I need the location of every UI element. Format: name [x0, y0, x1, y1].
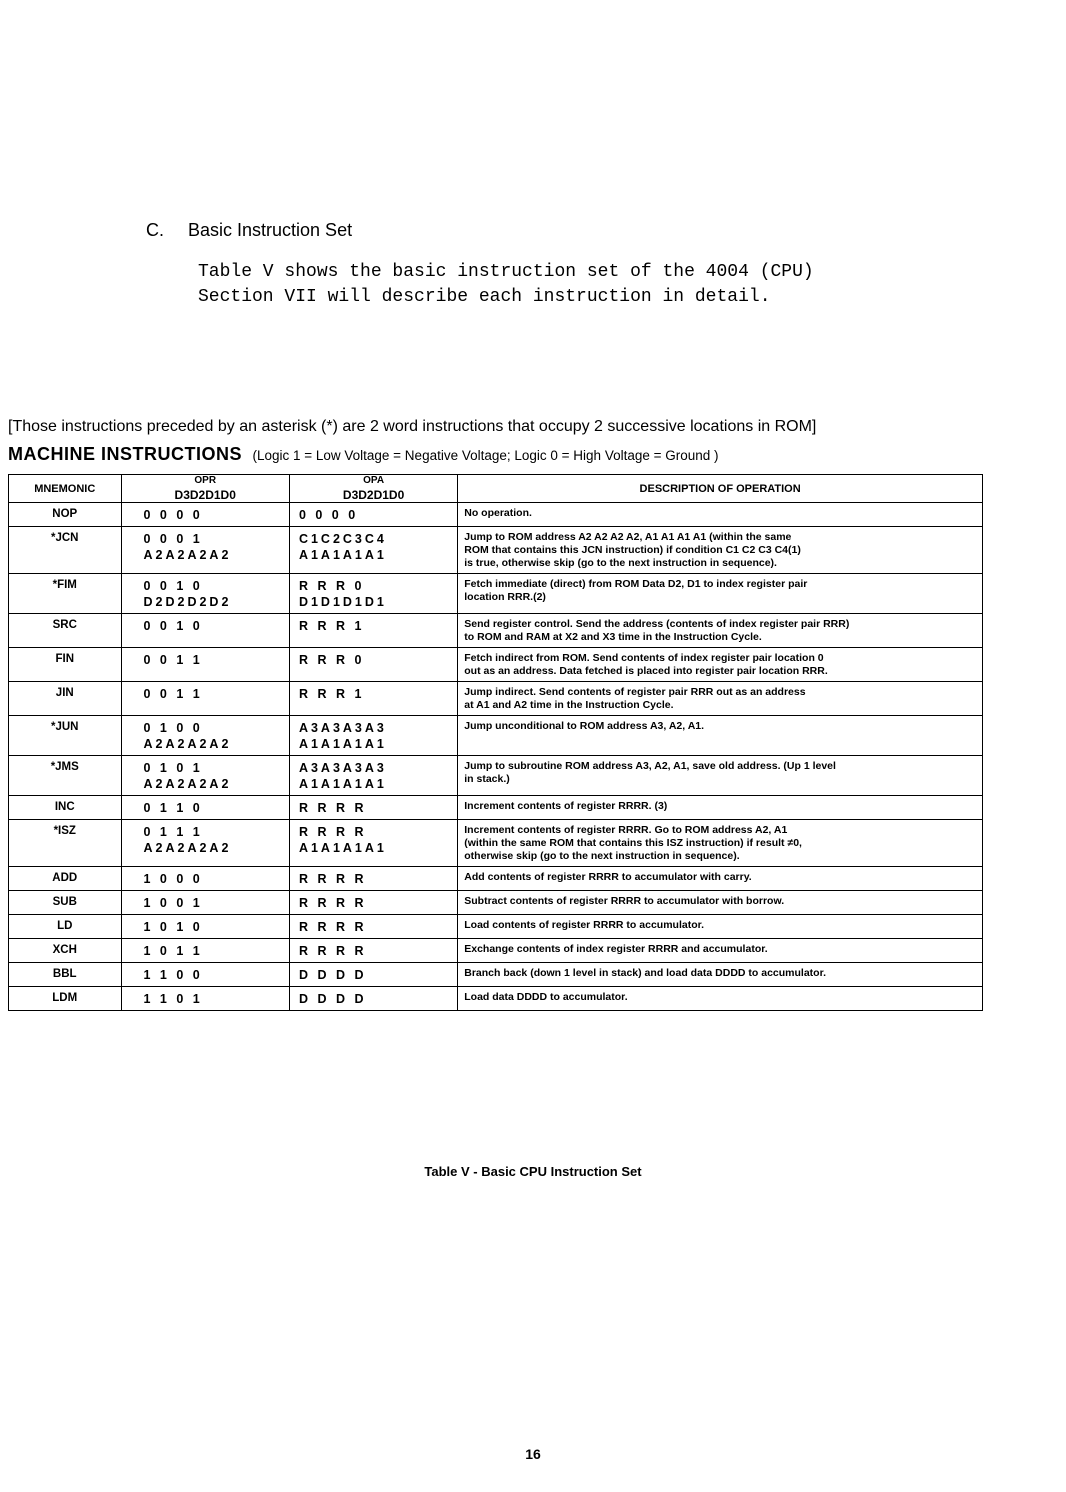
table-row — [9, 716, 983, 756]
opr-cell-line: D2D2D2D2 — [143, 595, 232, 609]
opa-cell-line: R R R R — [298, 896, 367, 910]
opr-cell-line: 1 0 1 0 — [143, 920, 203, 934]
opr-cell-line: 0 1 1 1 — [143, 825, 203, 839]
description-cell-line: Fetch immediate (direct) from ROM Data D2, D1 to index register pair — [464, 578, 808, 590]
opr-cell-line: 1 0 0 1 — [143, 896, 203, 910]
table-row — [9, 987, 983, 1011]
opa-cell-line: R R R 0 — [298, 653, 365, 667]
opr-cell-line: 1 0 1 1 — [143, 944, 203, 958]
machine-instructions-title: MACHINE INSTRUCTIONS — [8, 444, 242, 464]
opa-cell — [289, 796, 457, 820]
mnemonic-cell: XCH — [9, 939, 122, 963]
opr-cell-line: A2A2A2A2 — [143, 548, 232, 562]
section-title: Basic Instruction Set — [188, 220, 353, 240]
header-description: DESCRIPTION OF OPERATION — [458, 475, 983, 503]
description-cell — [458, 987, 983, 1011]
opr-cell-line: A2A2A2A2 — [143, 841, 232, 855]
description-cell-line: Jump to subroutine ROM address A3, A2, A1, save old address. (Up 1 level — [464, 760, 836, 772]
machine-instructions-heading — [8, 444, 719, 465]
mnemonic-cell: LD — [9, 915, 122, 939]
mnemonic-cell: *JMS — [9, 756, 122, 796]
header-mnemonic: MNEMONIC — [9, 475, 122, 503]
mnemonic-cell: *FIM — [9, 574, 122, 614]
opr-cell-line: 1 1 0 1 — [143, 992, 203, 1006]
opa-cell-line: A1A1A1A1 — [298, 841, 387, 855]
table-row — [9, 682, 983, 716]
opa-cell-line: R R R 0 — [298, 579, 365, 593]
header-opr-bits: D3D2D1D0 — [174, 488, 236, 502]
opa-cell-line: R R R R — [298, 801, 367, 815]
header-opa — [289, 475, 457, 503]
opr-cell-line: 0 0 0 1 — [143, 532, 203, 546]
opr-cell-line: A2A2A2A2 — [143, 777, 232, 791]
table-row — [9, 915, 983, 939]
table-row — [9, 963, 983, 987]
description-cell-line: Load data DDDD to accumulator. — [464, 991, 628, 1003]
opr-cell — [121, 987, 289, 1011]
asterisk-note: [Those instructions preceded by an asterisk (*) are 2 word instructions that occupy 2 successive locations in ROM] — [8, 418, 817, 435]
mnemonic-cell: SUB — [9, 891, 122, 915]
section-letter: C. — [146, 220, 164, 240]
mnemonic-cell: NOP — [9, 503, 122, 527]
description-cell-line: (within the same ROM that contains this ISZ instruction) if result ≠0, — [464, 837, 802, 849]
opr-cell — [121, 963, 289, 987]
table-caption: Table V - Basic CPU Instruction Set — [424, 1164, 642, 1179]
table-row — [9, 756, 983, 796]
opa-cell-line: A1A1A1A1 — [298, 777, 387, 791]
opa-cell-line: D D D D — [298, 992, 367, 1006]
table-row — [9, 527, 983, 574]
description-cell-line: location RRR.(2) — [464, 591, 546, 603]
opa-cell-line: 0 0 0 0 — [298, 508, 359, 522]
opr-cell — [121, 796, 289, 820]
header-opa-bits: D3D2D1D0 — [342, 488, 405, 502]
opr-cell-line: 0 1 0 0 — [143, 721, 203, 735]
mnemonic-cell: *JUN — [9, 716, 122, 756]
opr-cell — [121, 574, 289, 614]
table-body — [9, 503, 983, 1011]
description-cell — [458, 716, 983, 756]
description-cell-line: Subtract contents of register RRRR to accumulator with borrow. — [464, 895, 785, 907]
description-cell-line: at A1 and A2 time in the Instruction Cycle. — [464, 699, 674, 711]
opa-cell — [289, 820, 457, 867]
description-cell — [458, 963, 983, 987]
table-row — [9, 574, 983, 614]
table-row — [9, 939, 983, 963]
description-cell-line: Increment contents of register RRRR. (3) — [464, 800, 668, 812]
intro-line: Section VII will describe each instruction in detail. — [198, 287, 771, 307]
description-cell — [458, 503, 983, 527]
section-heading — [146, 220, 352, 241]
description-cell-line: to ROM and RAM at X2 and X3 time in the Instruction Cycle. — [464, 631, 762, 643]
opr-cell-line: 1 0 0 0 — [143, 872, 203, 886]
header-opr — [121, 475, 289, 503]
page-number: 16 — [525, 1446, 541, 1462]
table-header-row — [9, 475, 983, 503]
opa-cell — [289, 648, 457, 682]
opa-cell-line: A3A3A3A3 — [298, 721, 387, 735]
opr-cell — [121, 648, 289, 682]
opa-cell-line: R R R R — [298, 944, 367, 958]
mnemonic-cell: ADD — [9, 867, 122, 891]
opr-cell — [121, 756, 289, 796]
opr-cell — [121, 891, 289, 915]
opr-cell — [121, 682, 289, 716]
opr-cell — [121, 716, 289, 756]
mnemonic-cell: FIN — [9, 648, 122, 682]
table-row — [9, 820, 983, 867]
mnemonic-cell: BBL — [9, 963, 122, 987]
description-cell — [458, 891, 983, 915]
description-cell-line: Branch back (down 1 level in stack) and load data DDDD to accumulator. — [464, 967, 827, 979]
description-cell-line: Increment contents of register RRRR. Go to ROM address A2, A1 — [464, 824, 788, 836]
opa-cell — [289, 915, 457, 939]
opa-cell-line: R R R 1 — [298, 687, 365, 701]
opa-cell-line: A3A3A3A3 — [298, 761, 387, 775]
opa-cell — [289, 503, 457, 527]
opa-cell-line: C1C2C3C4 — [298, 532, 387, 546]
opa-cell-line: R R R R — [298, 872, 367, 886]
opr-cell-line: 0 0 1 1 — [143, 687, 203, 701]
opa-cell — [289, 891, 457, 915]
description-cell — [458, 796, 983, 820]
logic-note: (Logic 1 = Low Voltage = Negative Voltage; Logic 0 = High Voltage = Ground ) — [252, 448, 719, 463]
header-opr-label: OPR — [194, 475, 217, 486]
opa-cell-line: D D D D — [298, 968, 367, 982]
description-cell-line: otherwise skip (go to the next instruction in sequence). — [464, 850, 740, 862]
opr-cell — [121, 939, 289, 963]
opa-cell — [289, 574, 457, 614]
opa-cell-line: R R R R — [298, 825, 367, 839]
description-cell-line: Send register control. Send the address (contents of index register pair RRR) — [464, 618, 850, 630]
opr-cell-line: 0 0 1 1 — [143, 653, 203, 667]
opr-cell — [121, 915, 289, 939]
description-cell — [458, 820, 983, 867]
opa-cell — [289, 682, 457, 716]
description-cell — [458, 756, 983, 796]
opa-cell — [289, 867, 457, 891]
mnemonic-cell: LDM — [9, 987, 122, 1011]
table-row — [9, 503, 983, 527]
description-cell-line: in stack.) — [464, 773, 510, 785]
opr-cell-line: 0 0 1 0 — [143, 579, 203, 593]
opa-cell — [289, 939, 457, 963]
table-row — [9, 867, 983, 891]
opr-cell-line: 0 0 1 0 — [143, 619, 203, 633]
mnemonic-cell: *ISZ — [9, 820, 122, 867]
opr-cell-line: 1 1 0 0 — [143, 968, 203, 982]
description-cell — [458, 867, 983, 891]
table-row — [9, 648, 983, 682]
opr-cell — [121, 503, 289, 527]
opa-cell — [289, 527, 457, 574]
description-cell — [458, 648, 983, 682]
table-row — [9, 796, 983, 820]
opa-cell — [289, 716, 457, 756]
opa-cell — [289, 963, 457, 987]
opa-cell-line: R R R R — [298, 920, 367, 934]
header-opa-label: OPA — [363, 475, 385, 486]
opr-cell-line: A2A2A2A2 — [143, 737, 232, 751]
description-cell-line: is true, otherwise skip (go to the next instruction in sequence). — [464, 557, 777, 569]
opr-cell — [121, 820, 289, 867]
description-cell — [458, 574, 983, 614]
description-cell-line: ROM that contains this JCN instruction) if condition C1 C2 C3 C4(1) — [464, 544, 801, 556]
opa-cell — [289, 756, 457, 796]
description-cell-line: Exchange contents of index register RRRR and accumulator. — [464, 943, 768, 955]
description-cell-line: Jump unconditional to ROM address A3, A2, A1. — [464, 720, 705, 732]
mnemonic-cell: INC — [9, 796, 122, 820]
intro-line: Table V shows the basic instruction set of the 4004 (CPU) — [198, 262, 814, 282]
description-cell — [458, 915, 983, 939]
instruction-table — [8, 474, 983, 1011]
description-cell-line: Jump indirect. Send contents of register pair RRR out as an address — [464, 686, 806, 698]
opa-cell — [289, 614, 457, 648]
mnemonic-cell: *JCN — [9, 527, 122, 574]
opr-cell — [121, 867, 289, 891]
description-cell-line: Jump to ROM address A2 A2 A2 A2, A1 A1 A1 A1 (within the same — [464, 531, 792, 543]
opa-cell-line: A1A1A1A1 — [298, 737, 387, 751]
opa-cell-line: R R R 1 — [298, 619, 365, 633]
description-cell-line: out as an address. Data fetched is placed into register pair location RRR. — [464, 665, 828, 677]
opr-cell-line: 0 1 1 0 — [143, 801, 203, 815]
description-cell — [458, 614, 983, 648]
opa-cell-line: A1A1A1A1 — [298, 548, 387, 562]
description-cell — [458, 527, 983, 574]
intro-paragraph — [198, 260, 814, 310]
opa-cell — [289, 987, 457, 1011]
mnemonic-cell: JIN — [9, 682, 122, 716]
opr-cell-line: 0 0 0 0 — [143, 508, 203, 522]
opa-cell-line: D1D1D1D1 — [298, 595, 387, 609]
description-cell-line: No operation. — [464, 507, 532, 519]
opr-cell — [121, 614, 289, 648]
description-cell-line: Fetch indirect from ROM. Send contents of index register pair location 0 — [464, 652, 824, 664]
description-cell-line: Load contents of register RRRR to accumulator. — [464, 919, 705, 931]
description-cell-line: Add contents of register RRRR to accumulator with carry. — [464, 871, 752, 883]
description-cell — [458, 939, 983, 963]
opr-cell-line: 0 1 0 1 — [143, 761, 203, 775]
table-row — [9, 614, 983, 648]
table-row — [9, 891, 983, 915]
description-cell — [458, 682, 983, 716]
opr-cell — [121, 527, 289, 574]
mnemonic-cell: SRC — [9, 614, 122, 648]
